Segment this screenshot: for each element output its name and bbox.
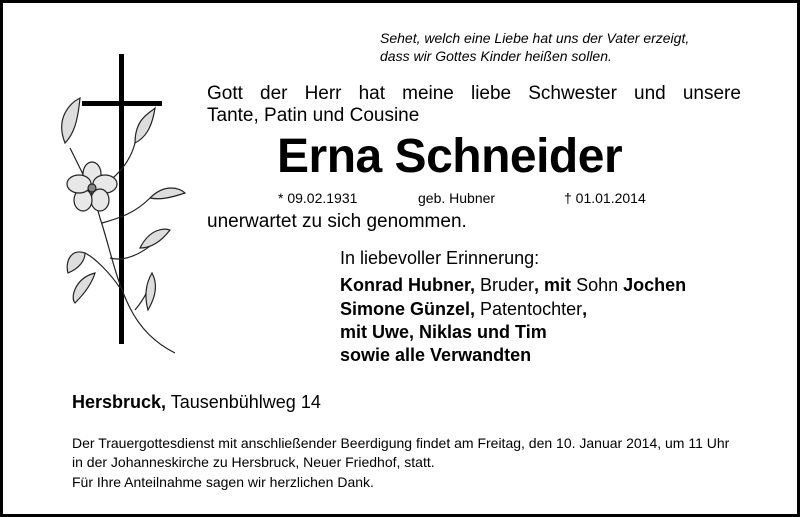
verse-line-2: dass wir Gottes Kinder heißen sollen. xyxy=(380,48,612,64)
memory-heading: In liebevoller Erinnerung: xyxy=(340,248,540,268)
verse-line-1: Sehet, welch eine Liebe hat uns der Vater erzeigt, xyxy=(380,30,690,46)
mourner-relatives: sowie alle Verwandten xyxy=(340,345,532,365)
intro-word: und xyxy=(634,83,666,104)
intro-line-2: Tante, Patin und Cousine xyxy=(207,105,420,126)
punctuation: , xyxy=(582,299,588,319)
maiden-name: geb. Hubner xyxy=(418,190,496,206)
address-street: Tausenbühlweg 14 xyxy=(166,392,321,412)
relation: Sohn xyxy=(571,275,624,295)
cross-with-flower-icon xyxy=(40,48,190,358)
mourner-names: mit Uwe, Niklas und Tim xyxy=(340,322,547,342)
mourner-connector: , mit xyxy=(534,275,572,295)
taken-text: unerwartet zu sich genommen. xyxy=(207,211,467,232)
intro-text xyxy=(207,83,741,127)
mourner-line-1 xyxy=(340,275,686,296)
service-info: Der Trauergottesdienst mit anschließender Beerdigung findet am Freitag, den 10. Januar 2014, um 11 Uhr in der Johanneskirche zu Hersbruck, Neuer Friedhof, statt. xyxy=(72,435,730,470)
address-town: Hersbruck, xyxy=(72,392,167,412)
bible-verse xyxy=(380,29,689,65)
mourner-line-3 xyxy=(340,322,547,343)
intro-word: hat xyxy=(358,83,386,104)
intro-word: meine xyxy=(402,83,454,104)
intro-word: Gott xyxy=(207,83,243,104)
mourner-name: Jochen xyxy=(623,275,687,295)
deceased-name: Erna Schneider xyxy=(277,130,623,183)
relation: Patentochter xyxy=(475,299,583,319)
death-date: † 01.01.2014 xyxy=(564,190,646,206)
intro-line-1 xyxy=(207,83,741,105)
birth-date: * 09.02.1931 xyxy=(278,190,358,206)
intro-word: unsere xyxy=(682,83,741,104)
mourner-line-4 xyxy=(340,345,531,366)
mourner-line-2 xyxy=(340,299,587,320)
intro-word: Schwester xyxy=(528,83,617,104)
mourner-name: Konrad Hubner, xyxy=(340,275,476,295)
relation: Bruder xyxy=(475,275,535,295)
intro-word: liebe xyxy=(470,83,512,104)
address xyxy=(72,392,321,413)
intro-word: der xyxy=(260,83,288,104)
intro-word: Herr xyxy=(304,83,342,104)
thanks-text: Für Ihre Anteilnahme sagen wir herzlichen Dank. xyxy=(72,474,374,490)
mourner-name: Simone Günzel, xyxy=(340,299,476,319)
